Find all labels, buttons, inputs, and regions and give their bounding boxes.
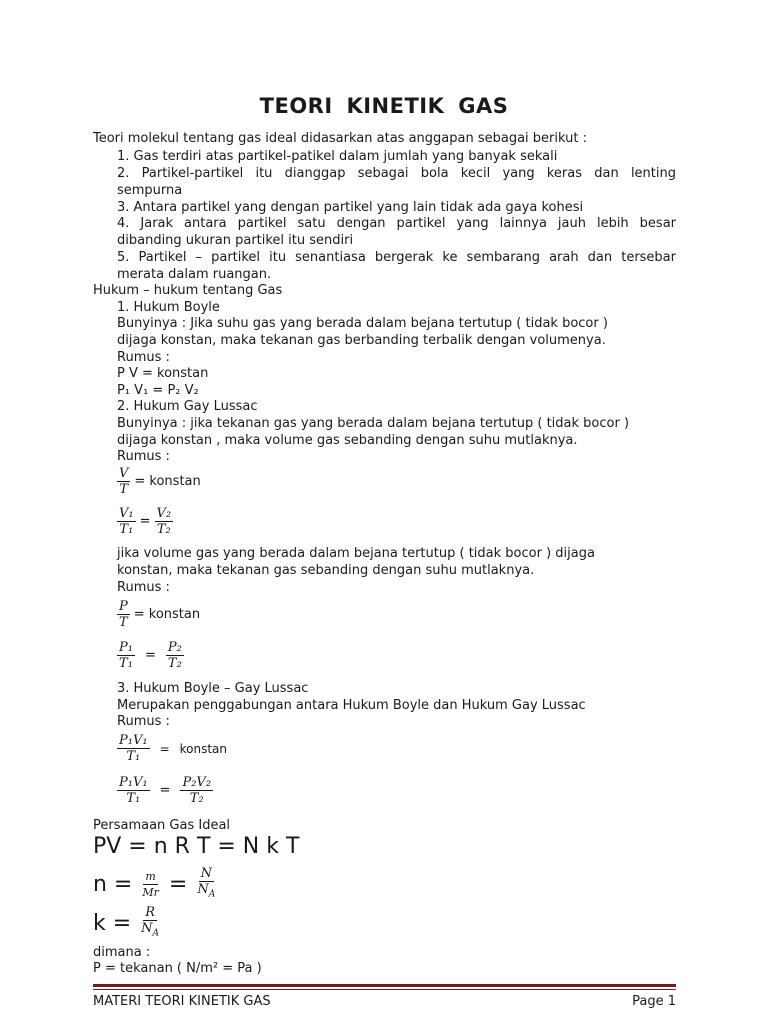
formula-v-over-t: $\frac{V}{T}$ = konstan [119, 466, 201, 497]
assumption-2: 2. Partikel-partikel itu dianggap sebagai bola kecil yang keras dan lenting [117, 166, 676, 181]
formula-p1t1-p2t2: $\frac{\text{P₁}}{\text{T₁}}$ = $\frac{\text{P₂}}{\text{T₂}}$ [119, 640, 182, 671]
formula-p-over-t: $\frac{P}{T}$ = konstan [119, 599, 201, 630]
footer-rule-thin [93, 989, 676, 990]
footer-rule [93, 984, 676, 987]
gaylussac-rumus: Rumus : [117, 449, 170, 464]
intro: Teori molekul tentang gas ideal didasarkan atas anggapan sebagai berikut : [93, 131, 587, 146]
combined-text: Merupakan penggabungan antara Hukum Boyle dan Hukum Gay Lussac [117, 698, 586, 713]
footer-title: MATERI TEORI KINETIK GAS [93, 994, 271, 1009]
gaylussac-heading: 2. Hukum Gay Lussac [117, 399, 258, 414]
gaylussac-text2-cont: konstan, maka tekanan gas sebanding dengan suhu mutlaknya. [117, 563, 535, 578]
formula-v1t1-v2t2: $\frac{\text{V₁}}{\text{T₁}}$ = $\frac{\text{V₂}}{\text{T₂}}$ [119, 506, 172, 537]
boyle-text: Bunyinya : Jika suhu gas yang berada dalam bejana tertutup ( tidak bocor ) [117, 316, 608, 331]
boyle-formula-1: P V = konstan [117, 366, 209, 381]
formula-combined: $\frac{\text{P₁V₁}}{\text{T₁}}$ = $\frac{\text{P₂V₂}}{\text{T₂}}$ [119, 775, 212, 806]
assumption-5: 5. Partikel – partikel itu senantiasa bergerak ke sembarang arah dan tersebar [117, 250, 676, 265]
combined-rumus: Rumus : [117, 714, 170, 729]
boyle-heading: 1. Hukum Boyle [117, 300, 220, 315]
gaylussac-text-cont: dijaga konstan , maka volume gas sebanding dengan suhu mutlaknya. [117, 433, 578, 448]
boyle-text-cont: dijaga konstan, maka tekanan gas berbanding terbalik dengan volumenya. [117, 333, 606, 348]
gaylussac-text: Bunyinya : jika tekanan gas yang berada dalam bejana tertutup ( tidak bocor ) [117, 416, 630, 431]
combined-heading: 3. Hukum Boyle – Gay Lussac [117, 681, 309, 696]
formula-pv-over-t: $\frac{\text{P₁V₁}}{\text{T₁}}$ = konstan [119, 733, 228, 764]
ideal-heading: Persamaan Gas Ideal [93, 818, 231, 833]
assumption-2-cont: sempurna [117, 183, 183, 198]
assumption-4-cont: dibanding ukuran partikel itu sendiri [117, 233, 354, 248]
gaylussac-rumus2: Rumus : [117, 580, 170, 595]
formula-k: k = $\frac{R}{N_A}$ [93, 905, 160, 939]
gaylussac-text2: jika volume gas yang berada dalam bejana tertutup ( tidak bocor ) dijaga [117, 546, 595, 561]
page-title: TEORI KINETIK GAS [259, 94, 509, 118]
laws-heading: Hukum – hukum tentang Gas [93, 283, 283, 298]
assumption-1: 1. Gas terdiri atas partikel-patikel dalam jumlah yang banyak sekali [117, 149, 558, 164]
assumption-4: 4. Jarak antara partikel satu dengan partikel yang lainnya jauh lebih besar [117, 216, 676, 231]
assumption-3: 3. Antara partikel yang dengan partikel yang lain tidak ada gaya kohesi [117, 200, 584, 215]
assumption-5-cont: merata dalam ruangan. [117, 267, 272, 282]
boyle-rumus: Rumus : [117, 350, 170, 365]
page-number: Page 1 [632, 994, 676, 1009]
ideal-gas-equation: PV = n R T = N k T [93, 834, 300, 859]
pressure-definition: P = tekanan ( N/m² = Pa ) [93, 961, 262, 976]
formula-n: n = $\frac{m}{Mr}$ = $\frac{N}{N_A}$ [93, 866, 216, 900]
boyle-formula-2: P₁ V₁ = P₂ V₂ [117, 383, 199, 398]
where-label: dimana : [93, 945, 151, 960]
